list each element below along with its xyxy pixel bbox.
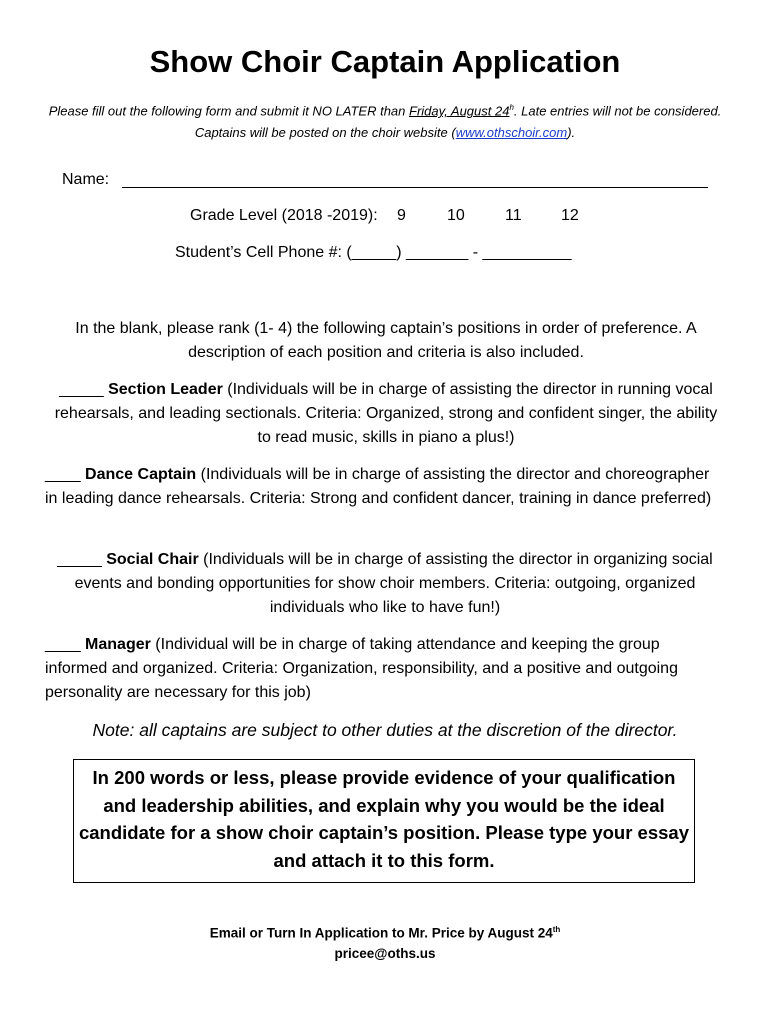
intro-text: Please fill out the following form and submit it NO LATER than <box>48 103 409 119</box>
intro-line-1 <box>0 103 770 118</box>
website-outro: ). <box>567 125 576 140</box>
intro-text-late: . Late entries will not be considered. <box>513 103 722 119</box>
position-manager <box>45 633 725 705</box>
position-description: (Individual will be in charge of taking attendance and keeping the group informed and organized. Criteria: Organization, responsibility, and a positive and outgoing personality are necessary for this job) <box>45 636 678 701</box>
position-description: (Individuals will be in charge of assisting the director in running vocal rehearsals, and leading sectionals. Criteria: Organized, strong and confident singer, the ability to read music, skills in piano a plus!) <box>54 381 718 446</box>
captain-duties-note: Note: all captains are subject to other duties at the discretion of the director. <box>92 720 678 740</box>
footer-superscript: th <box>552 925 561 934</box>
deadline-superscript: h <box>509 103 514 112</box>
grade-option-10[interactable]: 10 <box>447 207 465 224</box>
grade-option-11[interactable]: 11 <box>505 207 522 224</box>
intro-line-2 <box>0 125 770 140</box>
contact-email[interactable]: pricee@oths.us <box>334 946 436 961</box>
footer-text: Email or Turn In Application to Mr. Price by August 24 <box>209 925 553 941</box>
phone-field[interactable]: Student’s Cell Phone #: (_____) _______ - __________ <box>175 244 572 261</box>
essay-prompt-box <box>73 759 695 883</box>
grade-option-12[interactable]: 12 <box>561 207 579 224</box>
position-description: (Individuals will be in charge of assisting the director in organizing social events and bonding opportunities for show choir members. Criteria: outgoing, organized individuals who like to have fun!) <box>74 551 713 616</box>
position-title: Dance Captain <box>85 466 197 483</box>
name-field[interactable] <box>122 187 708 188</box>
rank-blank[interactable]: ____ <box>45 466 81 483</box>
deadline-date: Friday, August 24 <box>409 103 510 119</box>
grade-label: Grade Level (2018 -2019): <box>190 207 378 224</box>
position-title: Section Leader <box>108 381 223 398</box>
website-intro: Captains will be posted on the choir website ( <box>194 125 456 140</box>
position-description: (Individuals will be in charge of assisting the director and choreographer in leading dance rehearsals. Criteria: Strong and confident dancer, training in dance preferred) <box>45 466 712 507</box>
position-social-chair <box>50 548 720 620</box>
instructions: In the blank, please rank (1- 4) the following captain’s positions in order of preference. A description of each position and criteria is also included. <box>75 320 697 361</box>
position-dance-captain <box>45 463 725 511</box>
position-title: Social Chair <box>106 551 199 568</box>
name-label: Name: <box>62 171 110 188</box>
rank-blank[interactable]: _____ <box>57 551 102 568</box>
essay-prompt: In 200 words or less, please provide evidence of your qualification and leadership abilities, and explain why you would be the ideal candidate for a show choir captain’s position. Please type your essay and attach it to this form. <box>78 767 689 871</box>
position-title: Manager <box>85 636 151 653</box>
website-link[interactable]: www.othschoir.com <box>455 125 568 140</box>
page-title: Show Choir Captain Application <box>149 44 621 79</box>
rank-blank[interactable]: ____ <box>45 636 81 653</box>
position-section-leader <box>50 378 722 450</box>
grade-option-9[interactable]: 9 <box>397 207 406 224</box>
footer-submission <box>0 925 770 941</box>
rank-blank[interactable]: _____ <box>59 381 104 398</box>
